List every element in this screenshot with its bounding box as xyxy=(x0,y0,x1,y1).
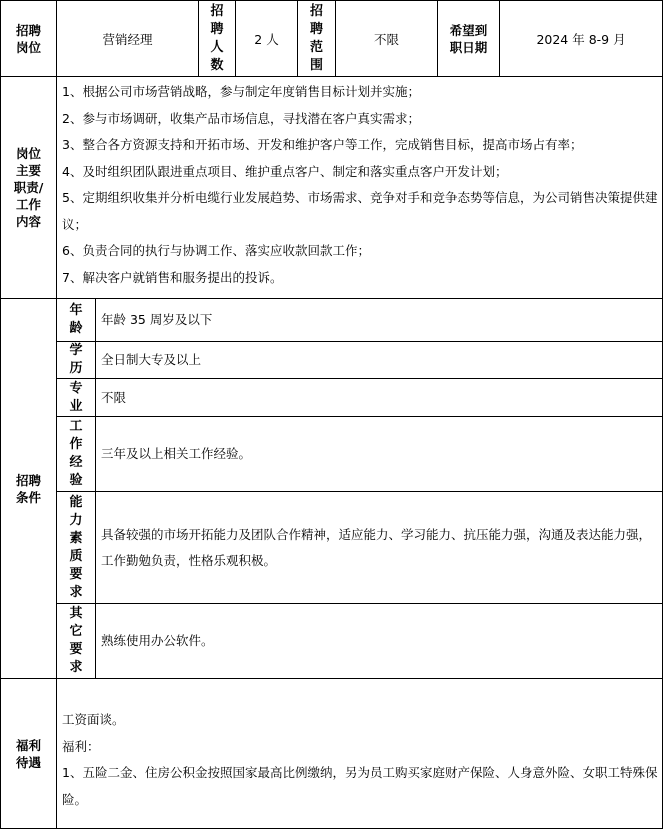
benefits-row xyxy=(1,679,663,829)
duties-list xyxy=(57,77,663,299)
benefits-item: 1、五险二金、住房公积金按照国家最高比例缴纳，另为员工购买家庭财产保险、人身意外险、女职工特殊保险。 xyxy=(62,765,658,807)
duty-item: 2、参与市场调研，收集产品市场信息，寻找潜在客户真实需求； xyxy=(62,110,420,126)
requirement-value: 全日制大专及以上 xyxy=(96,342,663,379)
duty-item: 7、解决客户就销售和服务提出的投诉。 xyxy=(62,269,283,285)
duties-row xyxy=(1,77,663,299)
requirement-label: 工作经验 xyxy=(57,417,96,492)
requirement-row-age xyxy=(1,299,663,342)
requirements-label: 招聘条件 xyxy=(1,299,57,679)
requirement-label: 年龄 xyxy=(57,299,96,342)
scope-value: 不限 xyxy=(336,1,438,77)
benefits-salary: 工资面谈。 xyxy=(62,712,125,727)
requirement-row-experience xyxy=(1,417,663,492)
duties-label: 岗位主要职责/工作内容 xyxy=(1,77,57,299)
date-label: 希望到职日期 xyxy=(438,1,500,77)
headcount-value: 2 人 xyxy=(236,1,298,77)
benefits-welfare-label: 福利： xyxy=(62,738,100,754)
benefits-label: 福利待遇 xyxy=(1,679,57,829)
date-value: 2024 年 8-9 月 xyxy=(500,1,663,77)
requirement-row-education xyxy=(1,342,663,379)
duty-item: 3、整合各方资源支持和开拓市场、开发和维护客户等工作，完成销售目标，提高市场占有率； xyxy=(62,137,583,152)
requirement-label: 能力素质要求 xyxy=(57,492,96,604)
benefits-content xyxy=(57,679,663,829)
scope-label: 招聘范围 xyxy=(298,1,336,77)
duty-item: 4、及时组织团队跟进重点项目、维护重点客户、制定和落实重点客户开发计划； xyxy=(62,163,508,179)
requirement-value: 年龄 35 周岁及以下 xyxy=(96,299,663,342)
requirement-value: 不限 xyxy=(96,379,663,417)
requirement-row-other xyxy=(1,604,663,679)
duty-item: 1、根据公司市场营销战略，参与制定年度销售目标计划并实施； xyxy=(62,84,420,99)
headcount-label: 招聘人数 xyxy=(199,1,236,77)
duty-item: 5、定期组织收集并分析电缆行业发展趋势、市场需求、竞争对手和竞争态势等信息，为公司销售决策提供建议； xyxy=(62,190,658,232)
requirement-row-competency xyxy=(1,492,663,604)
requirement-label: 学历 xyxy=(57,342,96,379)
requirement-row-major xyxy=(1,379,663,417)
requirement-label: 其它要求 xyxy=(57,604,96,679)
position-row xyxy=(1,1,663,77)
requirement-value: 具备较强的市场开拓能力及团队合作精神，适应能力、学习能力、抗压能力强，沟通及表达能力强，工作勤勉负责，性格乐观积极。 xyxy=(96,492,663,604)
requirement-value: 熟练使用办公软件。 xyxy=(96,604,663,679)
duty-item: 6、负责合同的执行与协调工作、落实应收款回款工作； xyxy=(62,243,370,258)
requirement-label: 专业 xyxy=(57,379,96,417)
requirement-value: 三年及以上相关工作经验。 xyxy=(96,417,663,492)
position-label: 招聘岗位 xyxy=(1,1,57,77)
position-title: 营销经理 xyxy=(57,1,199,77)
